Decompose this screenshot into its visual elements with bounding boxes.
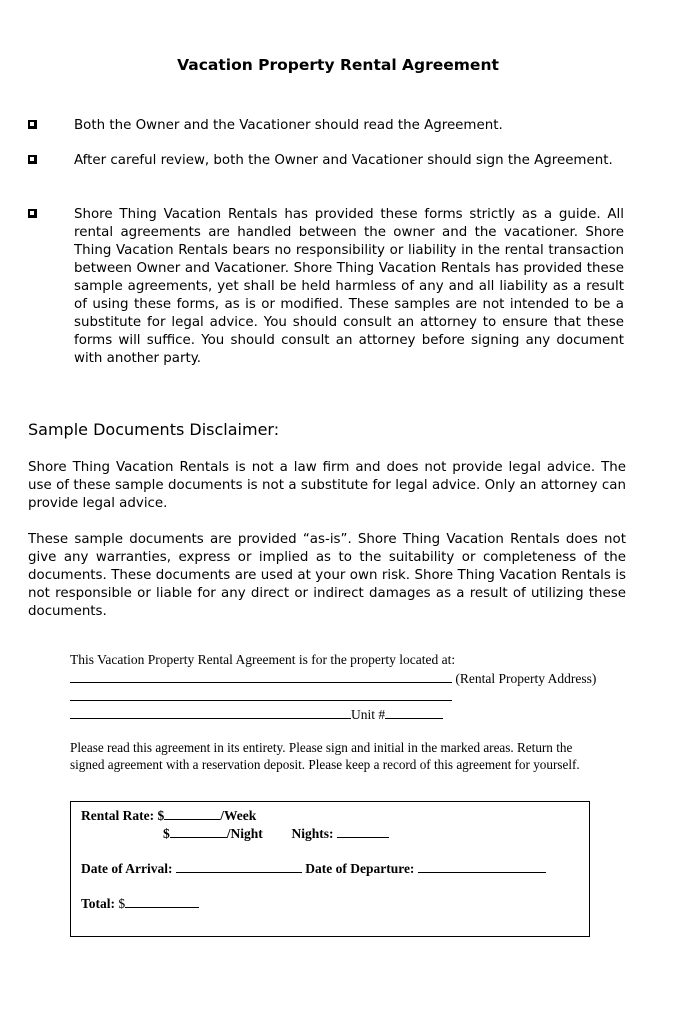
disclaimer-paragraph: These sample documents are provided “as-is”. Shore Thing Vacation Rentals does not give any warranties, express or implied as to the suitability or completeness of the documents. These documents are used at your own risk. Shore Thing Vacation Rentals is not responsible or liable for any direct or indirect damages as a result of utilizing these documents. bbox=[28, 532, 626, 619]
unit-line bbox=[70, 706, 443, 723]
rental-details-box bbox=[70, 801, 590, 937]
document-title: Vacation Property Rental Agreement bbox=[177, 56, 499, 74]
total-row bbox=[81, 895, 199, 912]
total-label: Total: bbox=[81, 896, 116, 911]
unit-field[interactable] bbox=[385, 706, 443, 719]
total-dollar: $ bbox=[118, 896, 126, 911]
bullet-text: After careful review, both the Owner and Vacationer should sign the Agreement. bbox=[74, 153, 613, 168]
unit-label: Unit # bbox=[351, 707, 386, 722]
disclaimer-heading: Sample Documents Disclaimer: bbox=[28, 420, 280, 439]
address-line bbox=[70, 670, 596, 687]
dollar-sign: $ bbox=[163, 826, 170, 841]
dates-row bbox=[81, 860, 546, 877]
address-field-3[interactable] bbox=[70, 706, 351, 719]
address-label: (Rental Property Address) bbox=[455, 671, 597, 686]
address-line-2 bbox=[70, 688, 452, 705]
week-label: /Week bbox=[220, 808, 257, 823]
form-notice: Please read this agreement in its entirety. Please sign and initial in the marked areas. Return the signed agreement with a reservation deposit. Please keep a record of this agreement for yourself. bbox=[70, 740, 580, 772]
checkbox-icon bbox=[28, 120, 37, 129]
total-field[interactable] bbox=[125, 895, 199, 908]
nightly-rate-field[interactable] bbox=[170, 825, 227, 838]
nights-field[interactable] bbox=[337, 825, 389, 838]
rate-week-row bbox=[81, 807, 256, 824]
rental-rate-label: Rental Rate: $ bbox=[81, 808, 165, 823]
nights-label: Nights: bbox=[291, 826, 334, 841]
rate-night-row bbox=[163, 825, 389, 842]
arrival-label: Date of Arrival: bbox=[81, 861, 173, 876]
arrival-date-field[interactable] bbox=[176, 860, 302, 873]
checkbox-icon bbox=[28, 209, 37, 218]
property-intro: This Vacation Property Rental Agreement is for the property located at: bbox=[70, 652, 456, 667]
weekly-rate-field[interactable] bbox=[164, 807, 220, 820]
bullet-text: Shore Thing Vacation Rentals has provided these forms strictly as a guide. All rental agreements are handled between the owner and the vacationer. Shore Thing Vacation Rentals bears no responsibility or liability in the rental transaction between Owner and Vacationer. Shore Thing Vacation Rentals has provided these sample agreements, yet shall be held harmless of any and all liability as a result of using these forms, as is or modified. These samples are not intended to be a substitute for legal advice. You should consult an attorney to ensure that these forms will suffice. You should consult an attorney before signing any document with another party. bbox=[74, 207, 624, 366]
departure-label: Date of Departure: bbox=[305, 861, 415, 876]
address-field-2[interactable] bbox=[70, 688, 452, 701]
address-field[interactable] bbox=[70, 670, 452, 683]
disclaimer-paragraph: Shore Thing Vacation Rentals is not a law firm and does not provide legal advice. The use of these sample documents is not a substitute for legal advice. Only an attorney can provide legal advice. bbox=[28, 460, 626, 511]
night-label: /Night bbox=[226, 826, 263, 841]
bullet-text: Both the Owner and the Vacationer should read the Agreement. bbox=[74, 118, 503, 133]
checkbox-icon bbox=[28, 155, 37, 164]
departure-date-field[interactable] bbox=[418, 860, 546, 873]
